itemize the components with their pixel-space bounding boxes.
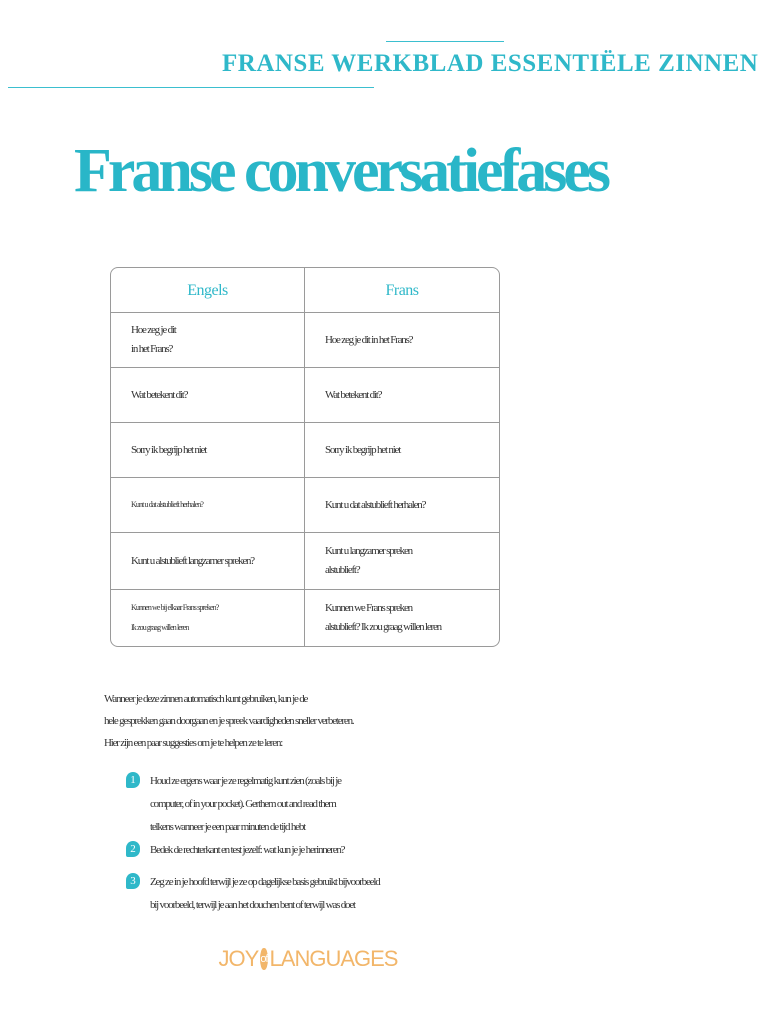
table-cell-french: [305, 590, 499, 646]
table-cell-english: [111, 590, 305, 646]
table-cell-english: [111, 313, 305, 367]
table-cell-english: [111, 478, 305, 532]
joy-of-languages-logo: [218, 938, 398, 980]
table-cell-french: [305, 533, 499, 589]
cell-line: Kunt u langzamer spreken: [325, 545, 412, 557]
header-rule-bottom: [8, 87, 374, 88]
tip-line: computer, of in your pocket). Gerthem out and read them: [150, 798, 336, 810]
cell-line: Sorry ik begrijp het niet: [325, 443, 401, 456]
cell-line: Wat betekent dit?: [325, 388, 382, 401]
cell-line: Kunt u dat alstublieft herhalen?: [131, 500, 204, 509]
table-row: [111, 368, 499, 423]
intro-paragraph: [104, 688, 524, 754]
table-row: [111, 478, 499, 533]
cell-line: Hoe zeg je dit: [131, 324, 176, 336]
cell-line: Kunt u dat alstublieft herhalen?: [325, 498, 426, 511]
table-row: [111, 313, 499, 368]
table-cell-french: [305, 313, 499, 367]
tip-line: Zeg ze in je hoofd terwijl je ze op dagelijkse basis gebruikt bijvoorbeeld: [150, 876, 380, 888]
tip-line: Houd ze ergens waar je ze regelmatig kunt zien (zoals bij je: [150, 775, 341, 787]
header-title: FRANSE WERKBLAD ESSENTIËLE ZINNEN: [222, 50, 759, 77]
column-header-english: Engels: [111, 268, 305, 312]
tip-item-2: [126, 839, 526, 862]
cell-line: Ik zou graag willen leren: [131, 623, 189, 632]
table-cell-french: [305, 478, 499, 532]
speech-bubble-number-icon: 2: [126, 841, 140, 857]
table-header-row: [111, 268, 499, 313]
tip-text: [150, 839, 344, 862]
logo-of-circle-icon: of: [260, 948, 267, 970]
cell-line: Sorry ik begrijp het niet: [131, 443, 207, 456]
phrases-table: [110, 267, 500, 647]
table-row: [111, 423, 499, 478]
intro-line: Hier zijn een paar suggesties om je te helpen ze te leren:: [104, 737, 283, 749]
cell-line: Wat betekent dit?: [131, 388, 188, 401]
tip-line: telkens wanneer je een paar minuten de tijd hebt: [150, 821, 305, 833]
page-title: Franse conversatiefases: [74, 137, 607, 205]
tip-line: Bedek de rechterkant en test jezelf: wat kun je je herinneren?: [150, 844, 345, 856]
table-row: [111, 590, 499, 646]
table-cell-english: [111, 423, 305, 477]
column-header-french: Frans: [385, 281, 419, 299]
cell-line: alstublieft?: [325, 564, 360, 576]
intro-line: Wanneer je deze zinnen automatisch kunt gebruiken, kun je de: [104, 693, 308, 705]
table-cell-french: [305, 368, 499, 422]
logo-word-languages: LANGUAGES: [269, 946, 398, 971]
cell-line: alstublieft? Ik zou graag willen leren: [325, 621, 441, 633]
tip-line: bij voorbeeld, terwijl je aan het douchen bent of terwijl was doet: [150, 899, 355, 911]
table-row: [111, 533, 499, 590]
tip-item-1: [126, 770, 526, 839]
cell-line: Hoe zeg je dit in het Frans?: [325, 333, 413, 346]
cell-line: Kunt u alstublieft langzamer spreken?: [131, 554, 254, 567]
cell-line: Kunnen we Frans spreken: [325, 602, 412, 614]
tip-text: [150, 871, 380, 917]
table-cell-english: [111, 368, 305, 422]
header-rule-top: [386, 41, 504, 42]
tip-item-3: [126, 871, 526, 917]
speech-bubble-number-icon: 1: [126, 772, 140, 788]
tip-text: [150, 770, 341, 839]
speech-bubble-number-icon: 3: [126, 873, 140, 889]
cell-line: in het Frans?: [131, 343, 173, 355]
table-cell-english: [111, 533, 305, 589]
cell-line: Kunnen we bij elkaar Frans spreken?: [131, 603, 219, 612]
table-cell-french: [305, 423, 499, 477]
intro-line: hele gesprekken gaan doorgaan en je spreek vaardigheden sneller verbeteren.: [104, 715, 354, 727]
logo-word-joy: JOY: [218, 946, 259, 971]
